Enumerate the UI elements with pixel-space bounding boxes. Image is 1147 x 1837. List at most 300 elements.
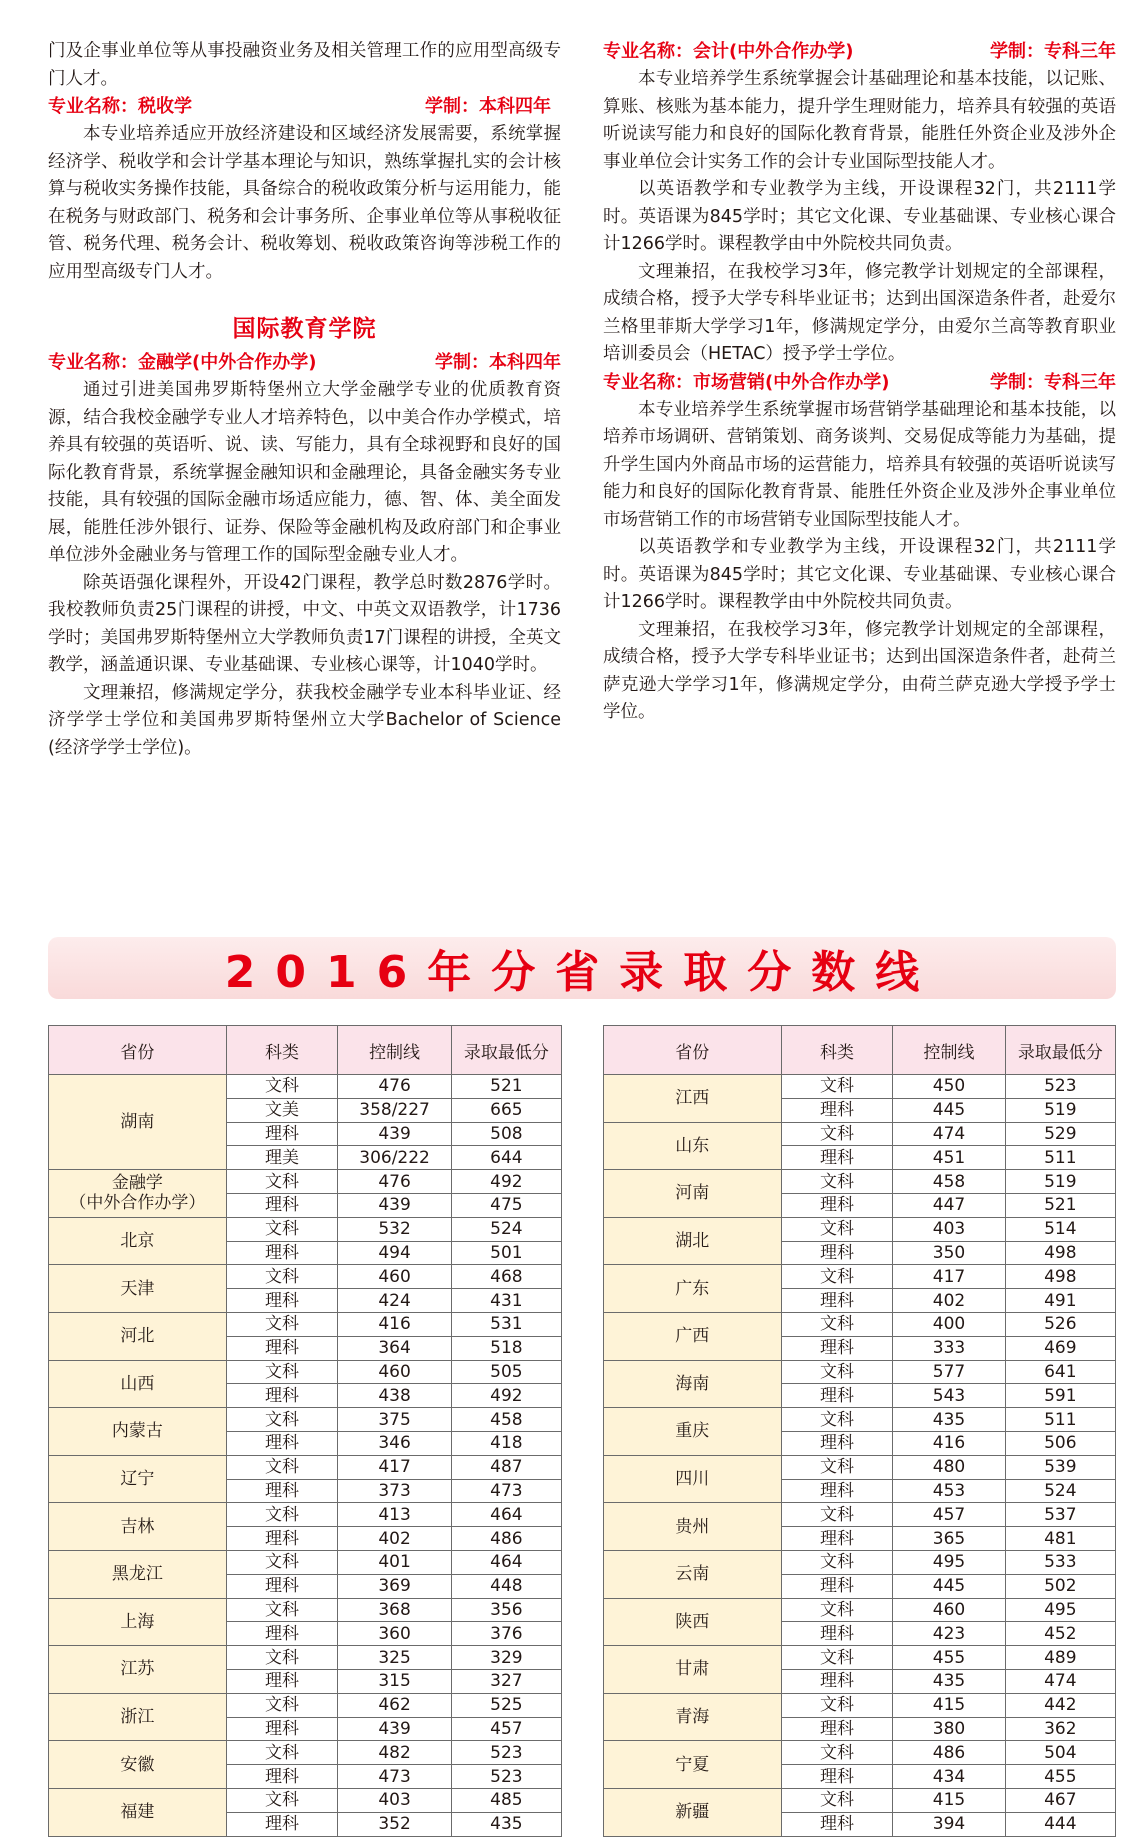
category-cell: 文美	[226, 1098, 338, 1122]
control-line-cell: 486	[893, 1741, 1005, 1765]
min-score-cell: 504	[1005, 1741, 1115, 1765]
min-score-cell: 473	[451, 1479, 561, 1503]
province-cell	[49, 1075, 227, 1170]
category-cell: 文科	[781, 1646, 893, 1670]
min-score-cell: 525	[451, 1693, 561, 1717]
min-score-cell: 467	[1005, 1788, 1115, 1812]
table-row	[49, 1741, 562, 1765]
control-line-cell: 445	[893, 1098, 1005, 1122]
major-heading-marketing	[603, 369, 1116, 397]
province-cell	[604, 1122, 782, 1170]
category-cell: 文科	[226, 1217, 338, 1241]
category-cell: 文科	[781, 1075, 893, 1099]
min-score-cell: 327	[451, 1669, 561, 1693]
category-cell: 理科	[226, 1431, 338, 1455]
category-cell: 文科	[781, 1455, 893, 1479]
control-line-cell: 333	[893, 1336, 1005, 1360]
table-row	[604, 1360, 1116, 1384]
category-cell: 理科	[781, 1431, 893, 1455]
category-cell: 文科	[781, 1217, 893, 1241]
min-score-cell: 356	[451, 1598, 561, 1622]
min-score-cell: 435	[451, 1812, 561, 1836]
control-line-cell: 325	[338, 1646, 451, 1670]
category-cell: 理科	[781, 1574, 893, 1598]
control-line-cell: 543	[893, 1384, 1005, 1408]
province-name: 上海	[120, 1611, 155, 1632]
control-line-cell: 494	[338, 1241, 451, 1265]
category-cell: 理科	[226, 1193, 338, 1217]
right-text-column	[603, 38, 1116, 727]
table-row	[49, 1550, 562, 1574]
category-cell: 理科	[781, 1479, 893, 1503]
major-system: 学制：专科三年	[990, 41, 1116, 62]
major-description: 本专业培养学生系统掌握会计基础理论和基本技能，以记账、算账、核账为基本能力，提升学生理财能力，培养具有较强的英语听说读写能力和良好的国际化教育背景，能胜任外资企业及涉外企事业单位会计实务工作的会计专业国际型技能人才。	[603, 69, 1116, 172]
control-line-cell: 532	[338, 1217, 451, 1241]
category-cell: 文科	[781, 1360, 893, 1384]
control-line-cell: 369	[338, 1574, 451, 1598]
major-description: 本专业培养学生系统掌握市场营销学基础理论和基本技能，以培养市场调研、营销策划、商务谈判、交易促成等能力为基础，提升学生国内外商品市场的运营能力，培养具有较强的英语听说读写能力和良好的国际化教育背景、能胜任外资企业及涉外企事业单位市场营销工作的市场营销专业国际型技能人才。	[603, 399, 1116, 530]
control-line-cell: 401	[338, 1550, 451, 1574]
min-score-cell: 505	[451, 1360, 561, 1384]
control-line-cell: 450	[893, 1075, 1005, 1099]
major-curriculum: 以英语教学和专业教学为主线，开设课程32门，共2111学时。英语课为845学时；其它文化课、专业基础课、专业核心课合计1266学时。课程教学由中外院校共同负责。	[603, 537, 1116, 612]
min-score-cell: 514	[1005, 1217, 1115, 1241]
province-cell	[604, 1217, 782, 1265]
major-curriculum: 以英语教学和专业教学为主线，开设课程32门，共2111学时。英语课为845学时；其它文化课、专业基础课、专业核心课合计1266学时。课程教学由中外院校共同负责。	[603, 179, 1116, 254]
category-cell: 理科	[226, 1479, 338, 1503]
min-score-cell: 501	[451, 1241, 561, 1265]
province-cell	[604, 1312, 782, 1360]
table-row	[604, 1503, 1116, 1527]
category-cell: 文科	[781, 1312, 893, 1336]
min-score-cell: 448	[451, 1574, 561, 1598]
control-line-cell: 417	[338, 1455, 451, 1479]
min-score-cell: 537	[1005, 1503, 1115, 1527]
control-line-cell: 473	[338, 1765, 451, 1789]
province-name: 新疆	[675, 1802, 710, 1823]
table-row	[604, 1408, 1116, 1432]
control-line-cell: 439	[338, 1122, 451, 1146]
category-cell: 文科	[226, 1170, 338, 1194]
control-line-cell: 423	[893, 1622, 1005, 1646]
control-line-cell: 458	[893, 1170, 1005, 1194]
province-cell	[49, 1217, 227, 1265]
major-system: 学制：本科四年	[425, 96, 551, 117]
category-cell: 文科	[226, 1550, 338, 1574]
min-score-cell: 492	[451, 1170, 561, 1194]
province-cell	[49, 1693, 227, 1741]
category-cell: 文科	[781, 1788, 893, 1812]
category-cell: 理科	[226, 1241, 338, 1265]
control-line-cell: 474	[893, 1122, 1005, 1146]
control-line-cell: 380	[893, 1717, 1005, 1741]
min-score-cell: 526	[1005, 1312, 1115, 1336]
header-province: 省份	[49, 1026, 227, 1075]
header-province: 省份	[604, 1026, 782, 1075]
control-line-cell: 476	[338, 1170, 451, 1194]
min-score-cell: 418	[451, 1431, 561, 1455]
table-row	[49, 1265, 562, 1289]
province-cell	[49, 1408, 227, 1456]
province-cell	[604, 1265, 782, 1313]
major-curriculum: 除英语强化课程外，开设42门课程，教学总时数2876学时。我校教师负责25门课程的讲授，中文、中英文双语教学，计1736学时；美国弗罗斯特堡州立大学教师负责17门课程的讲授，全英文教学，涵盖通识课、专业基础课、专业核心课等，计1040学时。	[48, 572, 561, 675]
min-score-cell: 665	[451, 1098, 561, 1122]
province-name: 浙江	[120, 1707, 155, 1728]
score-banner	[48, 937, 1116, 999]
control-line-cell: 417	[893, 1265, 1005, 1289]
province-name: 安徽	[120, 1754, 155, 1775]
control-line-cell: 460	[893, 1598, 1005, 1622]
min-score-cell: 531	[451, 1312, 561, 1336]
category-cell: 理科	[781, 1289, 893, 1313]
province-cell	[604, 1075, 782, 1123]
control-line-cell: 416	[338, 1312, 451, 1336]
table-row	[49, 1170, 562, 1194]
min-score-cell: 523	[451, 1765, 561, 1789]
control-line-cell: 400	[893, 1312, 1005, 1336]
min-score-cell: 644	[451, 1146, 561, 1170]
province-cell	[604, 1503, 782, 1551]
province-name: 河北	[120, 1326, 155, 1347]
major-heading-taxation	[48, 93, 561, 121]
control-line-cell: 438	[338, 1384, 451, 1408]
min-score-cell: 521	[1005, 1193, 1115, 1217]
min-score-cell: 487	[451, 1455, 561, 1479]
province-name: 金融学	[111, 1173, 163, 1194]
major-degree: 文理兼招，在我校学习3年，修完教学计划规定的全部课程，成绩合格，授予大学专科毕业证书；达到出国深造条件者，赴荷兰萨克逊大学学习1年，修满规定学分，由荷兰萨克逊大学授予学士学位。	[603, 619, 1116, 722]
province-name: 青海	[675, 1707, 710, 1728]
province-cell	[604, 1170, 782, 1218]
header-category: 科类	[781, 1026, 893, 1075]
province-name: 甘肃	[675, 1659, 710, 1680]
control-line-cell: 439	[338, 1193, 451, 1217]
control-line-cell: 457	[893, 1503, 1005, 1527]
table-row	[49, 1455, 562, 1479]
category-cell: 文科	[226, 1503, 338, 1527]
category-cell: 文科	[226, 1646, 338, 1670]
min-score-cell: 495	[1005, 1598, 1115, 1622]
province-name: 陕西	[675, 1611, 710, 1632]
category-cell: 文科	[781, 1265, 893, 1289]
min-score-cell: 498	[1005, 1241, 1115, 1265]
control-line-cell: 360	[338, 1622, 451, 1646]
control-line-cell: 435	[893, 1669, 1005, 1693]
table-row	[49, 1408, 562, 1432]
control-line-cell: 476	[338, 1075, 451, 1099]
province-name: 江西	[675, 1088, 710, 1109]
province-cell	[604, 1788, 782, 1836]
province-cell	[604, 1408, 782, 1456]
category-cell: 理科	[226, 1812, 338, 1836]
min-score-cell: 464	[451, 1503, 561, 1527]
province-cell	[49, 1170, 227, 1218]
header-min-score: 录取最低分	[1005, 1026, 1115, 1075]
province-name: 吉林	[120, 1516, 155, 1537]
province-cell	[49, 1646, 227, 1694]
min-score-cell: 529	[1005, 1122, 1115, 1146]
province-name: 辽宁	[120, 1469, 155, 1490]
left-text-column	[48, 38, 561, 762]
control-line-cell: 368	[338, 1598, 451, 1622]
category-cell: 文科	[226, 1455, 338, 1479]
category-cell: 理科	[781, 1336, 893, 1360]
control-line-cell: 480	[893, 1455, 1005, 1479]
province-name: 贵州	[675, 1516, 710, 1537]
category-cell: 文科	[781, 1503, 893, 1527]
control-line-cell: 415	[893, 1788, 1005, 1812]
min-score-cell: 511	[1005, 1146, 1115, 1170]
province-name: 云南	[675, 1564, 710, 1585]
control-line-cell: 451	[893, 1146, 1005, 1170]
min-score-cell: 521	[451, 1075, 561, 1099]
header-control-line: 控制线	[338, 1026, 451, 1075]
province-name: 黑龙江	[111, 1564, 163, 1585]
province-note: （中外合作办学）	[69, 1193, 206, 1214]
province-cell	[604, 1455, 782, 1503]
control-line-cell: 306/222	[338, 1146, 451, 1170]
min-score-cell: 475	[451, 1193, 561, 1217]
min-score-cell: 539	[1005, 1455, 1115, 1479]
province-name: 河南	[675, 1183, 710, 1204]
province-name: 广西	[675, 1326, 710, 1347]
control-line-cell: 315	[338, 1669, 451, 1693]
control-line-cell: 460	[338, 1360, 451, 1384]
min-score-cell: 591	[1005, 1384, 1115, 1408]
category-cell: 文科	[781, 1122, 893, 1146]
control-line-cell: 462	[338, 1693, 451, 1717]
category-cell: 理科	[781, 1669, 893, 1693]
province-cell	[604, 1741, 782, 1789]
major-heading-finance	[48, 349, 561, 377]
header-category: 科类	[226, 1026, 338, 1075]
table-row	[604, 1646, 1116, 1670]
province-cell	[604, 1598, 782, 1646]
min-score-cell: 523	[451, 1741, 561, 1765]
table-row	[604, 1741, 1116, 1765]
control-line-cell: 434	[893, 1765, 1005, 1789]
category-cell: 文科	[781, 1550, 893, 1574]
header-min-score: 录取最低分	[451, 1026, 561, 1075]
province-name: 广东	[675, 1278, 710, 1299]
major-degree: 文理兼招，修满规定学分，获我校金融学专业本科毕业证、经济学学士学位和美国弗罗斯特堡州立大学Bachelor of Science (经济学学士学位)。	[48, 682, 561, 758]
control-line-cell: 364	[338, 1336, 451, 1360]
province-name: 江苏	[120, 1659, 155, 1680]
category-cell: 理美	[226, 1146, 338, 1170]
category-cell: 理科	[226, 1669, 338, 1693]
category-cell: 文科	[226, 1265, 338, 1289]
major-name: 专业名称：税收学	[48, 96, 192, 117]
province-name: 山西	[120, 1373, 155, 1394]
table-row	[604, 1693, 1116, 1717]
table-row	[49, 1693, 562, 1717]
category-cell: 理科	[226, 1574, 338, 1598]
major-system: 学制：专科三年	[990, 371, 1116, 393]
category-cell: 文科	[226, 1360, 338, 1384]
category-cell: 理科	[226, 1336, 338, 1360]
category-cell: 理科	[226, 1622, 338, 1646]
category-cell: 文科	[781, 1170, 893, 1194]
category-cell: 文科	[226, 1075, 338, 1099]
control-line-cell: 402	[338, 1527, 451, 1551]
table-row	[604, 1598, 1116, 1622]
table-row	[604, 1455, 1116, 1479]
table-row	[49, 1503, 562, 1527]
min-score-cell: 518	[451, 1336, 561, 1360]
right-score-table	[603, 1025, 1116, 1837]
control-line-cell: 439	[338, 1717, 451, 1741]
province-name: 宁夏	[675, 1754, 710, 1775]
min-score-cell: 506	[1005, 1431, 1115, 1455]
banner-title: 2016年分省录取分数线	[224, 947, 940, 998]
category-cell: 理科	[226, 1384, 338, 1408]
control-line-cell: 482	[338, 1741, 451, 1765]
province-cell	[49, 1360, 227, 1408]
table-header-row	[49, 1026, 562, 1075]
province-cell	[49, 1265, 227, 1313]
table-row	[604, 1312, 1116, 1336]
min-score-cell: 444	[1005, 1812, 1115, 1836]
category-cell: 文科	[226, 1693, 338, 1717]
province-cell	[49, 1788, 227, 1836]
control-line-cell: 435	[893, 1408, 1005, 1432]
min-score-cell: 485	[451, 1788, 561, 1812]
control-line-cell: 447	[893, 1193, 1005, 1217]
table-row	[49, 1598, 562, 1622]
min-score-cell: 329	[451, 1646, 561, 1670]
category-cell: 文科	[226, 1598, 338, 1622]
min-score-cell: 481	[1005, 1527, 1115, 1551]
control-line-cell: 358/227	[338, 1098, 451, 1122]
category-cell: 文科	[226, 1788, 338, 1812]
category-cell: 理科	[781, 1146, 893, 1170]
control-line-cell: 445	[893, 1574, 1005, 1598]
province-cell	[49, 1503, 227, 1551]
category-cell: 文科	[781, 1408, 893, 1432]
left-score-table	[48, 1025, 562, 1837]
control-line-cell: 373	[338, 1479, 451, 1503]
province-name: 重庆	[675, 1421, 710, 1442]
min-score-cell: 455	[1005, 1765, 1115, 1789]
control-line-cell: 577	[893, 1360, 1005, 1384]
major-description: 本专业培养适应开放经济建设和区域经济发展需要，系统掌握经济学、税收学和会计学基本理论与知识，熟练掌握扎实的会计核算与税收实务操作技能，具备综合的税收政策分析与运用能力，能在税务与财政部门、税务和会计事务所、企事业单位等从事税收征管、税务代理、税务会计、税收筹划、税收政策咨询等涉税工作的应用型高级专门人才。	[48, 124, 561, 282]
province-name: 四川	[675, 1469, 710, 1490]
table-header-row	[604, 1026, 1116, 1075]
category-cell: 理科	[781, 1765, 893, 1789]
major-degree: 文理兼招，在我校学习3年，修完教学计划规定的全部课程，成绩合格，授予大学专科毕业证书；达到出国深造条件者，赴爱尔兰格里菲斯大学学习1年，修满规定学分，由爱尔兰高等教育职业培训委员会（HETAC）授予学士学位。	[603, 261, 1116, 364]
category-cell: 理科	[226, 1717, 338, 1741]
province-cell	[604, 1360, 782, 1408]
header-control-line: 控制线	[893, 1026, 1005, 1075]
control-line-cell: 495	[893, 1550, 1005, 1574]
category-cell: 文科	[226, 1741, 338, 1765]
province-cell	[49, 1741, 227, 1789]
intro-paragraph: 门及企事业单位等从事投融资业务及相关管理工作的应用型高级专门人才。	[48, 41, 561, 89]
table-row	[49, 1312, 562, 1336]
category-cell: 理科	[781, 1384, 893, 1408]
province-cell	[604, 1693, 782, 1741]
min-score-cell: 464	[451, 1550, 561, 1574]
control-line-cell: 402	[893, 1289, 1005, 1313]
min-score-cell: 492	[451, 1384, 561, 1408]
min-score-cell: 502	[1005, 1574, 1115, 1598]
major-system: 学制：本科四年	[435, 352, 561, 373]
control-line-cell: 365	[893, 1527, 1005, 1551]
min-score-cell: 431	[451, 1289, 561, 1313]
min-score-cell: 498	[1005, 1265, 1115, 1289]
province-name: 天津	[120, 1278, 155, 1299]
major-name: 专业名称：会计(中外合作办学)	[603, 41, 854, 62]
min-score-cell: 491	[1005, 1289, 1115, 1313]
control-line-cell: 416	[893, 1431, 1005, 1455]
control-line-cell: 453	[893, 1479, 1005, 1503]
min-score-cell: 519	[1005, 1098, 1115, 1122]
table-row	[49, 1646, 562, 1670]
province-cell	[49, 1312, 227, 1360]
min-score-cell: 474	[1005, 1669, 1115, 1693]
min-score-cell: 469	[1005, 1336, 1115, 1360]
major-heading-accounting	[603, 38, 1116, 66]
control-line-cell: 403	[893, 1217, 1005, 1241]
major-name: 专业名称：金融学(中外合作办学)	[48, 352, 317, 373]
control-line-cell: 375	[338, 1408, 451, 1432]
category-cell: 理科	[781, 1812, 893, 1836]
province-name: 内蒙古	[111, 1421, 163, 1442]
min-score-cell: 468	[451, 1265, 561, 1289]
min-score-cell: 362	[1005, 1717, 1115, 1741]
table-row	[49, 1075, 562, 1099]
province-cell	[604, 1550, 782, 1598]
province-cell	[604, 1646, 782, 1694]
table-row	[604, 1170, 1116, 1194]
category-cell: 文科	[226, 1312, 338, 1336]
min-score-cell: 641	[1005, 1360, 1115, 1384]
min-score-cell: 376	[451, 1622, 561, 1646]
min-score-cell: 519	[1005, 1170, 1115, 1194]
table-row	[604, 1217, 1116, 1241]
min-score-cell: 533	[1005, 1550, 1115, 1574]
category-cell: 理科	[226, 1765, 338, 1789]
major-description: 通过引进美国弗罗斯特堡州立大学金融学专业的优质教育资源，结合我校金融学专业人才培养特色，以中美合作办学模式，培养具有较强的英语听、说、读、写能力，具有全球视野和良好的国际化教育背景，系统掌握金融知识和金融理论，具备金融实务专业技能，具有较强的国际金融市场适应能力，德、智、体、美全面发展，能胜任涉外银行、证券、保险等金融机构及政府部门和企事业单位涉外金融业务与管理工作的国际型金融专业人才。	[48, 380, 561, 565]
table-row	[49, 1788, 562, 1812]
province-name: 湖北	[675, 1231, 710, 1252]
province-cell	[49, 1598, 227, 1646]
table-row	[604, 1122, 1116, 1146]
category-cell: 文科	[781, 1598, 893, 1622]
min-score-cell: 486	[451, 1527, 561, 1551]
province-name: 福建	[120, 1802, 155, 1823]
table-row	[49, 1360, 562, 1384]
category-cell: 理科	[226, 1122, 338, 1146]
min-score-cell: 508	[451, 1122, 561, 1146]
category-cell: 文科	[781, 1741, 893, 1765]
min-score-cell: 511	[1005, 1408, 1115, 1432]
control-line-cell: 460	[338, 1265, 451, 1289]
category-cell: 理科	[781, 1098, 893, 1122]
control-line-cell: 424	[338, 1289, 451, 1313]
min-score-cell: 524	[1005, 1479, 1115, 1503]
min-score-cell: 524	[451, 1217, 561, 1241]
control-line-cell: 350	[893, 1241, 1005, 1265]
category-cell: 理科	[226, 1527, 338, 1551]
control-line-cell: 415	[893, 1693, 1005, 1717]
table-row	[604, 1075, 1116, 1099]
control-line-cell: 346	[338, 1431, 451, 1455]
control-line-cell: 394	[893, 1812, 1005, 1836]
min-score-cell: 458	[451, 1408, 561, 1432]
category-cell: 理科	[781, 1717, 893, 1741]
table-row	[604, 1550, 1116, 1574]
control-line-cell: 352	[338, 1812, 451, 1836]
